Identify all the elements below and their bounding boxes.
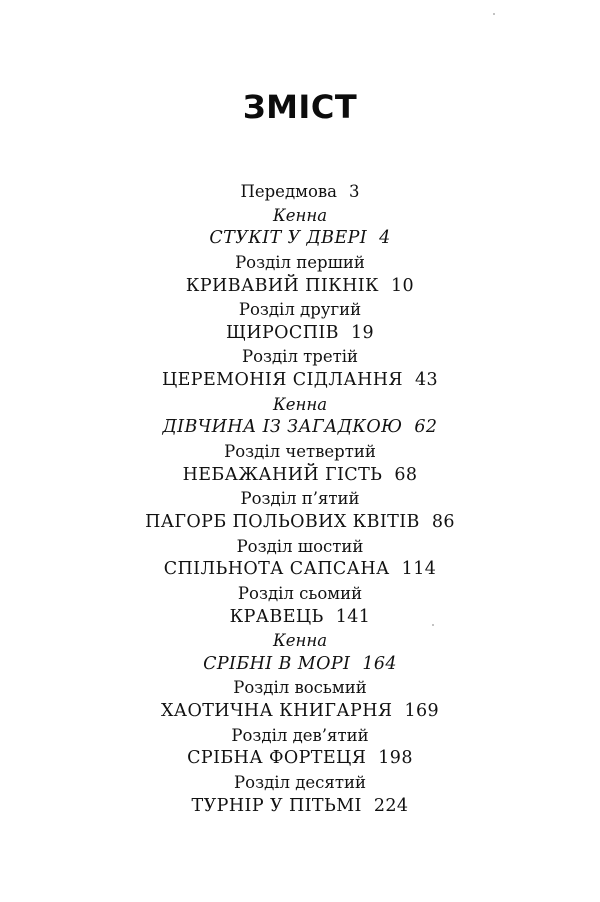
toc-chapter-title: СРІБНА ФОРТЕЦЯ	[187, 748, 367, 769]
toc-chapter-title: ЦЕРЕМОНІЯ СІДЛАННЯ	[161, 370, 403, 391]
toc-entry	[0, 369, 600, 393]
scan-speck	[493, 13, 495, 15]
toc-page-number: 169	[404, 701, 440, 722]
toc-page-number: 4	[379, 228, 391, 249]
toc-page-number: 10	[391, 275, 415, 296]
toc-page-number: 114	[401, 559, 437, 580]
toc-entry	[0, 795, 600, 819]
toc-entry	[0, 700, 600, 724]
toc-entry	[0, 227, 600, 251]
toc-entry-preface	[0, 180, 600, 204]
toc-chapter-title: НЕБАЖАНИЙ ГІСТЬ	[182, 464, 383, 485]
contents-title: ЗМІСТ	[242, 88, 358, 126]
toc-entry	[0, 653, 600, 677]
toc-section-label: Розділ дев’ятий	[231, 725, 369, 745]
toc-entry	[0, 558, 600, 582]
toc-entry	[0, 511, 600, 535]
toc-section-label: Розділ другий	[238, 300, 362, 320]
toc-chapter-title: ТУРНІР У ПІТЬМІ	[191, 795, 362, 816]
toc-section-label: Розділ десятий	[234, 773, 366, 793]
toc-chapter-title: ЩИРОСПІВ	[225, 322, 339, 343]
table-of-contents	[0, 180, 600, 818]
toc-entry	[0, 416, 600, 440]
toc-chapter-title: КРИВАВИЙ ПІКНІК	[185, 275, 379, 296]
toc-section-label: Кенна	[272, 631, 328, 651]
toc-entry	[0, 464, 600, 488]
toc-section-label: Розділ п’ятий	[240, 489, 360, 509]
toc-label: Передмова	[240, 182, 338, 201]
toc-chapter-title: КРАВЕЦЬ	[229, 606, 324, 627]
toc-section-label: Розділ четвертий	[224, 442, 376, 462]
toc-chapter-title: СРІБНІ В МОРІ	[203, 653, 351, 674]
toc-page-number: 86	[431, 511, 455, 532]
toc-entry	[0, 275, 600, 299]
toc-chapter-title: СТУКІТ У ДВЕРІ	[209, 228, 368, 249]
toc-entry	[0, 322, 600, 346]
toc-page-number: 141	[335, 606, 371, 627]
toc-entry	[0, 747, 600, 771]
toc-page-number: 43	[414, 370, 439, 391]
toc-section-label: Розділ третій	[241, 347, 359, 367]
toc-page-number: 3	[349, 182, 360, 201]
toc-section-label: Розділ перший	[235, 252, 365, 272]
toc-section-label: Розділ сьомий	[237, 583, 363, 603]
toc-chapter-title: СПІЛЬНОТА САПСАНА	[163, 559, 390, 580]
toc-chapter-title: ДІВЧИНА ІЗ ЗАГАДКОЮ	[162, 417, 403, 438]
toc-chapter-title: ХАОТИЧНА КНИГАРНЯ	[160, 701, 393, 722]
toc-page-number: 68	[394, 464, 418, 485]
toc-section-label: Кенна	[272, 205, 328, 225]
toc-section-label: Кенна	[272, 394, 328, 414]
toc-chapter-title: ПАГОРБ ПОЛЬОВИХ КВІТІВ	[145, 511, 420, 532]
toc-page-number: 224	[373, 795, 409, 816]
toc-section-label: Розділ шостий	[236, 536, 364, 556]
toc-page-number: 62	[414, 417, 438, 438]
toc-page-number: 198	[378, 748, 413, 769]
toc-page-number: 164	[362, 653, 397, 674]
toc-entry	[0, 606, 600, 630]
toc-section-label: Розділ восьмий	[233, 678, 367, 698]
toc-page-number: 19	[350, 322, 375, 343]
